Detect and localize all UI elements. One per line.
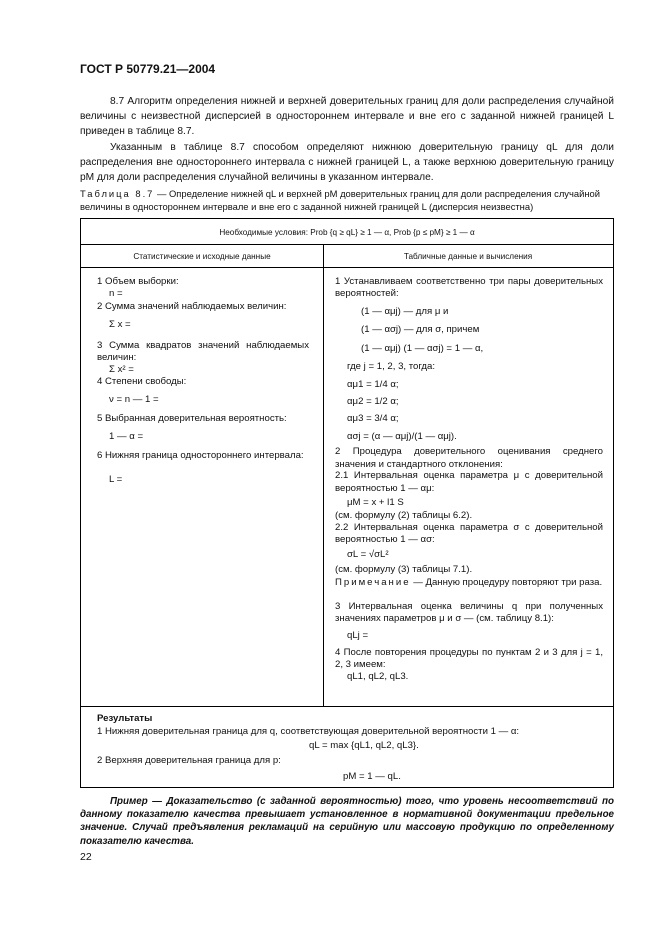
right-item-3: 3 Интервальная оценка величины q при полученных значениях параметров μ и σ — (см. таблицу 8.1): [335, 600, 603, 625]
left-item-2: 2 Сумма значений наблюдаемых величин: [97, 300, 287, 312]
document-header: ГОСТ Р 50779.21—2004 [80, 62, 216, 76]
col-right-header: Табличные данные и вычисления [403, 252, 533, 261]
right-note-text: — Данную процедуру повторяют три раза. [413, 576, 603, 588]
left-item-6-value: L = [109, 473, 123, 485]
intro-paragraph-2: Указанным в таблице 8.7 способом определяют нижнюю доверительную границу qL для доли распределения вне одностороннего интервала с нижней границей L, а также верхнюю доверительную границу pM для доли распределения случайной величины в указанном интервале. [80, 142, 614, 184]
conditions-row: Необходимые условия: Prob {q ≥ qL} ≥ 1 — α, Prob {p ≤ pM} ≥ 1 — α [219, 228, 475, 237]
right-item-2: 2 Процедура доверительного оценивания среднего значения и стандартного отклонения: [335, 446, 603, 470]
left-item-4: 4 Степени свободы: [97, 375, 187, 387]
right-alpha-sigma: ασj = (α — αμj)/(1 — αμj). [347, 430, 457, 442]
table-8-7 [80, 218, 614, 788]
col-left-header: Статистические и исходные данные [133, 252, 271, 261]
right-formula-muM: μM = x + l1 S [347, 497, 404, 509]
right-column [335, 276, 603, 683]
page-number: 22 [80, 851, 92, 863]
example-paragraph: Пример — Доказательство (с заданной вероятностью) того, что уровень несоответствий по данному показателю качества превышает установленное в нормативной документации предельное значение. Случай предъявления рекламаций на серийную или массовую продукцию по определенному показателю качества. [80, 796, 614, 847]
intro-paragraph-1: 8.7 Алгоритм определения нижней и верхней доверительных границ для доли распределения случайной величины с неизвестной дисперсией в одностороннем интервале и вне его с заданной нижней границей L приведен в таблице 8.7. [80, 96, 614, 138]
right-formula-sigma: (1 — ασj) — для σ, причем [361, 324, 480, 336]
right-alpha-2: αμ2 = 1/2 α; [347, 395, 399, 407]
right-formula-product: (1 — αμj) (1 — ασj) = 1 — α, [361, 342, 484, 354]
left-item-3: 3 Сумма квадратов значений наблюдаемых величин: [97, 339, 309, 363]
table-caption-text: — Определение нижней qL и верхней pM доверительных границ для доли распределения случайной величины в одностороннем интервале и вне его с заданной нижней границей L (дисперсия неизвестна) [80, 188, 600, 212]
results-formula-2: pM = 1 — qL. [343, 771, 401, 782]
right-formula-mu: (1 — αμj) — для μ и [361, 306, 449, 317]
right-alpha-1: αμ1 = 1/4 α; [347, 378, 399, 390]
results-formula-1: qL = max {qL1, qL2, qL3}. [309, 740, 419, 751]
right-item-4: 4 После повторения процедуры по пунктам 2 и 3 для j = 1, 2, 3 имеем: [335, 647, 603, 671]
left-item-4-value: ν = n — 1 = [109, 394, 159, 406]
table-caption-label: Таблица 8.7 [80, 188, 155, 199]
right-item-1: 1 Устанавливаем соответственно три пары доверительных вероятностей: [335, 276, 603, 300]
right-formula-qLj: qLj = [347, 629, 369, 641]
left-column [97, 276, 309, 486]
results-item-2: 2 Верхняя доверительная граница для p: [97, 755, 281, 766]
results-item-1: 1 Нижняя доверительная граница для q, соответствующая доверительной вероятности 1 — α: [97, 726, 520, 737]
left-item-5: 5 Выбранная доверительная вероятность: [97, 412, 287, 424]
right-note [335, 577, 603, 601]
right-where-j: где j = 1, 2, 3, тогда: [347, 361, 436, 373]
left-item-3-value: Σ x² = [109, 363, 134, 375]
right-ref-7-1: (см. формулу (3) таблицы 7.1). [335, 564, 473, 576]
left-item-2-value: Σ x = [109, 319, 131, 331]
right-formula-qL-list: qL1, qL2, qL3. [347, 671, 409, 683]
right-alpha-3: αμ3 = 3/4 α; [347, 413, 399, 425]
right-note-label: Примечание [335, 576, 411, 588]
right-item-2-2: 2.2 Интервальная оценка параметра σ с доверительной вероятностью 1 — ασ: [335, 521, 603, 546]
left-item-1: 1 Объем выборки: [97, 276, 179, 287]
results-title: Результаты [97, 713, 153, 724]
right-formula-sigmaL: σL = √σL² [347, 548, 389, 560]
table-caption [80, 188, 614, 213]
left-item-6: 6 Нижняя граница одностороннего интервала: [97, 449, 304, 461]
left-item-5-value: 1 — α = [109, 431, 144, 443]
left-item-1-value: n = [109, 288, 123, 300]
right-ref-6-2: (см. формулу (2) таблицы 6.2). [335, 509, 473, 521]
right-item-2-1: 2.1 Интервальная оценка параметра μ с доверительной вероятностью 1 — αμ: [335, 470, 603, 494]
